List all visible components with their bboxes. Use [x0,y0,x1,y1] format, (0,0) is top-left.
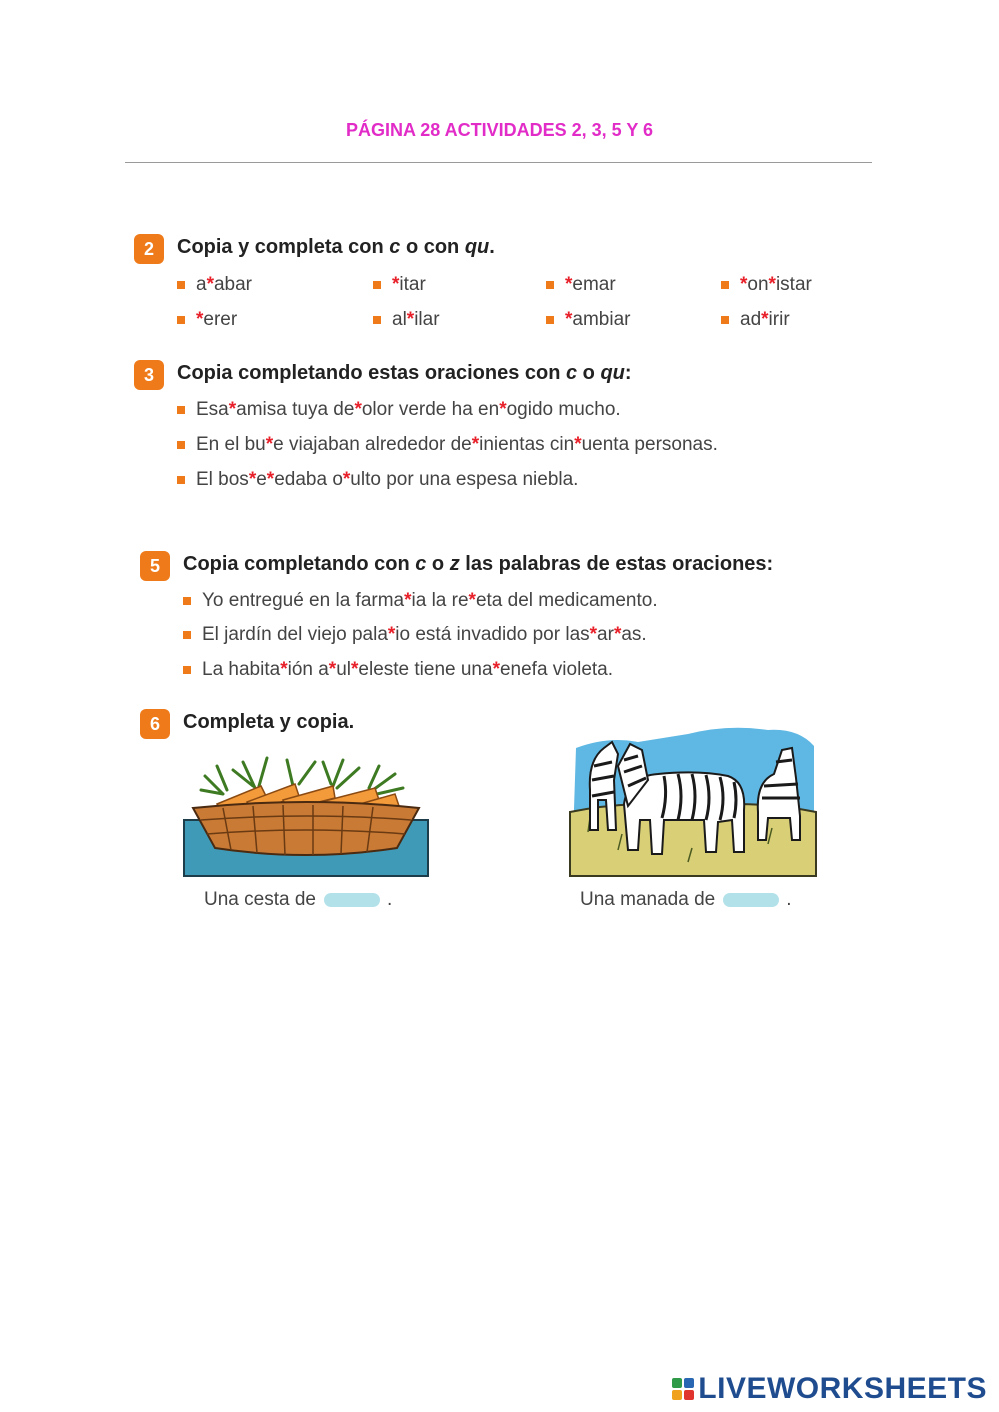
activity-3-badge: 3 [134,360,164,390]
activity-6-title: Completa y copia. [183,711,355,733]
activity-2-item: * erer [177,309,237,331]
star-icon: * [740,274,748,295]
star-icon: * [471,434,480,455]
star-icon: * [565,309,573,330]
activity-2-item: * on * istar [721,274,812,296]
star-icon: * [266,469,275,490]
activity-2-item: al * ilar [373,309,440,331]
star-icon: * [761,309,769,330]
star-icon: * [342,469,351,490]
square-bullet-icon [373,281,381,289]
zebra-herd-illustration [568,720,818,878]
square-bullet-icon [177,441,185,449]
square-bullet-icon [177,281,185,289]
activity-5-title: Copia completando con c o z las palabras de estas oraciones: [183,553,774,575]
square-bullet-icon [183,631,191,639]
square-bullet-icon [177,406,185,414]
activity-5-sentence: El jardín del viejo pala * io está invadido por las * ar * as. [183,624,647,646]
liveworksheets-logo [672,1372,987,1406]
star-icon: * [589,624,598,645]
activity-2-item: * itar [373,274,426,296]
activity-6-badge: 6 [140,709,170,739]
activity-2-title: Copia y completa con c o con qu. [177,236,495,258]
star-icon: * [387,624,396,645]
activity-5-badge: 5 [140,551,170,581]
star-icon: * [228,399,237,420]
activity-2-badge: 2 [134,234,164,264]
star-icon: * [468,590,476,611]
square-bullet-icon [177,316,185,324]
activity-2-item: a * abar [177,274,252,296]
star-icon: * [492,659,500,680]
star-icon: * [392,274,400,295]
star-icon: * [406,309,415,330]
square-bullet-icon [721,316,729,324]
logo-text: LIVEWORKSHEETS [698,1372,987,1405]
activity-2-item: * emar [546,274,616,296]
activity-3-sentence: En el bu * e viajaban alrededor de * inientas cin * uenta personas. [177,434,718,456]
carrot-basket-illustration [183,752,429,878]
header-divider [125,162,872,163]
star-icon: * [499,399,507,420]
activity-5-sentence: Yo entregué en la farma * ia la re * eta del medicamento. [183,590,658,612]
square-bullet-icon [546,316,554,324]
star-icon: * [351,659,359,680]
page-header: PÁGINA 28 ACTIVIDADES 2, 3, 5 Y 6 [345,120,654,140]
activity-3-title: Copia completando estas oraciones con c o qu: [177,362,632,384]
activity-3-sentence: El bos * e * edaba o * ulto por una espesa niebla. [177,469,578,491]
star-icon: * [206,274,214,295]
square-bullet-icon [183,597,191,605]
answer-blank[interactable] [723,893,779,907]
activity-2-item: * ambiar [546,309,630,331]
activity-6-caption-zebras: Una manada de . [580,889,792,910]
star-icon: * [574,434,582,455]
activity-3-sentence: Esa * amisa tuya de * olor verde ha en * ogido mucho. [177,399,621,421]
square-bullet-icon [373,316,381,324]
activity-2-item: ad * irir [721,309,790,331]
star-icon: * [196,309,204,330]
square-bullet-icon [721,281,729,289]
star-icon: * [328,659,337,680]
star-icon: * [613,624,622,645]
star-icon: * [354,399,362,420]
star-icon: * [280,659,288,680]
star-icon: * [404,590,412,611]
activity-6-caption-basket: Una cesta de . [204,889,393,910]
square-bullet-icon [183,666,191,674]
square-bullet-icon [546,281,554,289]
answer-blank[interactable] [324,893,380,907]
star-icon: * [265,434,274,455]
logo-grid-icon [672,1378,694,1400]
activity-5-sentence: La habita * ión a * ul * eleste tiene una * enefa violeta. [183,659,613,681]
square-bullet-icon [177,476,185,484]
star-icon: * [768,274,776,295]
star-icon: * [565,274,573,295]
star-icon: * [248,469,257,490]
